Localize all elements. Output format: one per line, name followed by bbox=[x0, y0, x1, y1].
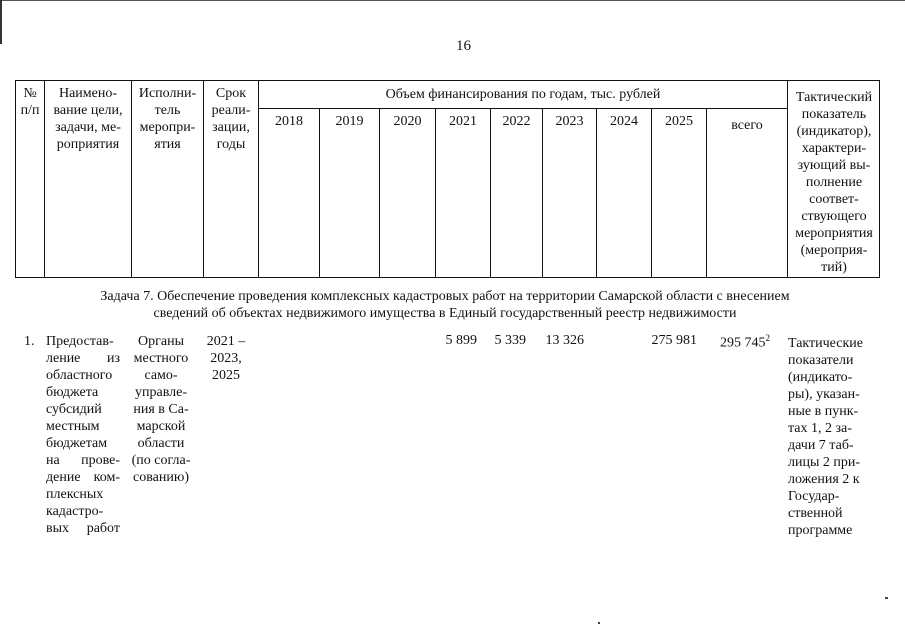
row-indicator-line: программе bbox=[788, 523, 853, 538]
col-divider bbox=[258, 81, 259, 277]
row-term bbox=[203, 333, 249, 384]
row-exec-line: марской bbox=[136, 419, 186, 434]
header-indicator-line: мероприятия bbox=[795, 226, 873, 241]
row-name bbox=[46, 333, 120, 537]
task-heading-line: сведений об объектах недвижимого имущества в Единый государственный реестр недвижимости bbox=[153, 306, 737, 321]
row-name-line: ление из bbox=[46, 351, 120, 366]
row-exec-line: само- bbox=[144, 368, 178, 383]
row-indicator-line: (индикато- bbox=[788, 370, 853, 385]
row-name-line: Предостав- bbox=[46, 334, 114, 349]
header-name-line: роприятия bbox=[56, 137, 120, 152]
header-indicator-line: соответ- bbox=[809, 192, 859, 207]
year-divider bbox=[435, 109, 436, 277]
value-2021: 5 899 bbox=[445, 333, 477, 348]
header-exec-line: ятия bbox=[154, 137, 181, 152]
header-name bbox=[45, 85, 131, 153]
row-name-line: местным bbox=[46, 419, 100, 434]
row-name-line: дение ком- bbox=[46, 470, 120, 485]
header-term-line: Срок bbox=[215, 86, 247, 101]
value-2023: 13 326 bbox=[545, 333, 584, 348]
row-term-line: 2025 bbox=[212, 368, 240, 383]
row-indicator-line: ственной bbox=[788, 506, 843, 521]
year-divider bbox=[596, 109, 597, 277]
header-term bbox=[204, 85, 258, 153]
value-2025: 275 981 bbox=[651, 333, 697, 348]
row-exec-line: сованию) bbox=[133, 470, 189, 485]
row-exec-line: Органы bbox=[138, 334, 184, 349]
scan-edge-line bbox=[0, 0, 905, 1]
year-2025: 2025 bbox=[665, 114, 693, 129]
scan-speck bbox=[885, 597, 888, 599]
header-exec-line: меропри- bbox=[139, 120, 196, 135]
value-2022: 5 339 bbox=[494, 333, 526, 348]
footnote-marker: 2 bbox=[765, 333, 770, 343]
row-name-line: бюджета bbox=[46, 385, 99, 400]
header-indicator-line: Тактический bbox=[795, 90, 873, 105]
row-executor bbox=[126, 333, 196, 486]
row-name-line: субсидий bbox=[46, 402, 102, 417]
row-name-line: кадастро- bbox=[46, 504, 104, 519]
year-divider bbox=[379, 109, 380, 277]
task-heading bbox=[20, 288, 870, 322]
row-number: 1. bbox=[24, 334, 35, 349]
header-term-line: зации, bbox=[212, 120, 250, 135]
row-name-line: на прове- bbox=[46, 453, 120, 468]
year-2022: 2022 bbox=[502, 114, 531, 129]
table-header bbox=[15, 80, 880, 278]
task-heading-line: Задача 7. Обеспечение проведения комплексных кадастровых работ на территории Самарской области с внесением bbox=[100, 289, 790, 304]
row-exec-line: области bbox=[137, 436, 185, 451]
row-exec-line: ния в Са- bbox=[133, 402, 189, 417]
row-name-line: вых работ bbox=[46, 521, 120, 536]
year-divider bbox=[490, 109, 491, 277]
header-term-line: годы bbox=[216, 137, 246, 152]
year-2019: 2019 bbox=[335, 114, 364, 129]
year-2023: 2023 bbox=[555, 114, 584, 129]
header-exec-line: Исполни- bbox=[138, 86, 197, 101]
row-indicator-line: лицы 2 при- bbox=[788, 455, 861, 470]
year-divider bbox=[319, 109, 320, 277]
row-term-line: 2023, bbox=[210, 351, 242, 366]
header-term-line: реали- bbox=[211, 103, 251, 118]
header-num: № п/п bbox=[20, 86, 40, 118]
year-2024: 2024 bbox=[610, 114, 638, 129]
scan-speck bbox=[598, 622, 600, 624]
financing-divider bbox=[258, 108, 787, 109]
header-executor bbox=[132, 85, 203, 153]
value-total-number: 295 745 bbox=[720, 335, 766, 351]
year-divider bbox=[542, 109, 543, 277]
header-indicator bbox=[788, 89, 880, 276]
year-total: всего bbox=[731, 118, 763, 133]
row-exec-line: (по согла- bbox=[131, 453, 191, 468]
row-indicator-line: ные в пунк- bbox=[788, 404, 859, 419]
header-indicator-line: характери- bbox=[801, 141, 867, 156]
page-number: 16 bbox=[456, 38, 471, 54]
header-name-line: вание цели, bbox=[53, 103, 123, 118]
row-indicator-line: тах 1, 2 за- bbox=[788, 421, 852, 436]
row-indicator-line: ры), указан- bbox=[788, 387, 860, 402]
header-name-line: задачи, ме- bbox=[55, 120, 121, 135]
year-divider bbox=[706, 109, 707, 277]
row-indicator-line: ложения 2 к bbox=[788, 472, 860, 487]
header-indicator-line: ствующего bbox=[801, 209, 867, 224]
row-exec-line: местного bbox=[133, 351, 189, 366]
row-name-line: областного bbox=[46, 368, 113, 383]
header-indicator-line: (мероприя- bbox=[800, 243, 868, 258]
scan-edge-mark bbox=[0, 0, 2, 44]
header-financing-title: Объем финансирования по годам, тыс. рублей bbox=[385, 87, 661, 102]
year-2018: 2018 bbox=[275, 114, 303, 129]
row-indicator-line: показатели bbox=[788, 353, 854, 368]
header-exec-line: тель bbox=[154, 103, 181, 118]
header-name-line: Наимено- bbox=[58, 86, 118, 101]
row-indicator-line: дачи 7 таб- bbox=[788, 438, 854, 453]
year-divider bbox=[651, 109, 652, 277]
row-name-line: плексных bbox=[46, 487, 104, 502]
header-indicator-line: показатель bbox=[801, 107, 867, 122]
header-indicator-line: полнение bbox=[805, 175, 863, 190]
row-exec-line: управле- bbox=[135, 385, 187, 400]
header-indicator-line: тий) bbox=[821, 260, 847, 275]
row-name-line: бюджетам bbox=[46, 436, 108, 451]
row-indicator bbox=[788, 335, 880, 539]
row-indicator-line: Тактические bbox=[788, 336, 863, 351]
value-total bbox=[700, 333, 770, 352]
year-2021: 2021 bbox=[449, 114, 477, 129]
row-indicator-line: Государ- bbox=[788, 489, 840, 504]
row-term-line: 2021 – bbox=[206, 334, 246, 349]
header-indicator-line: зующий вы- bbox=[797, 158, 871, 173]
year-2020: 2020 bbox=[393, 114, 422, 129]
header-indicator-line: (индикатор), bbox=[796, 124, 872, 139]
